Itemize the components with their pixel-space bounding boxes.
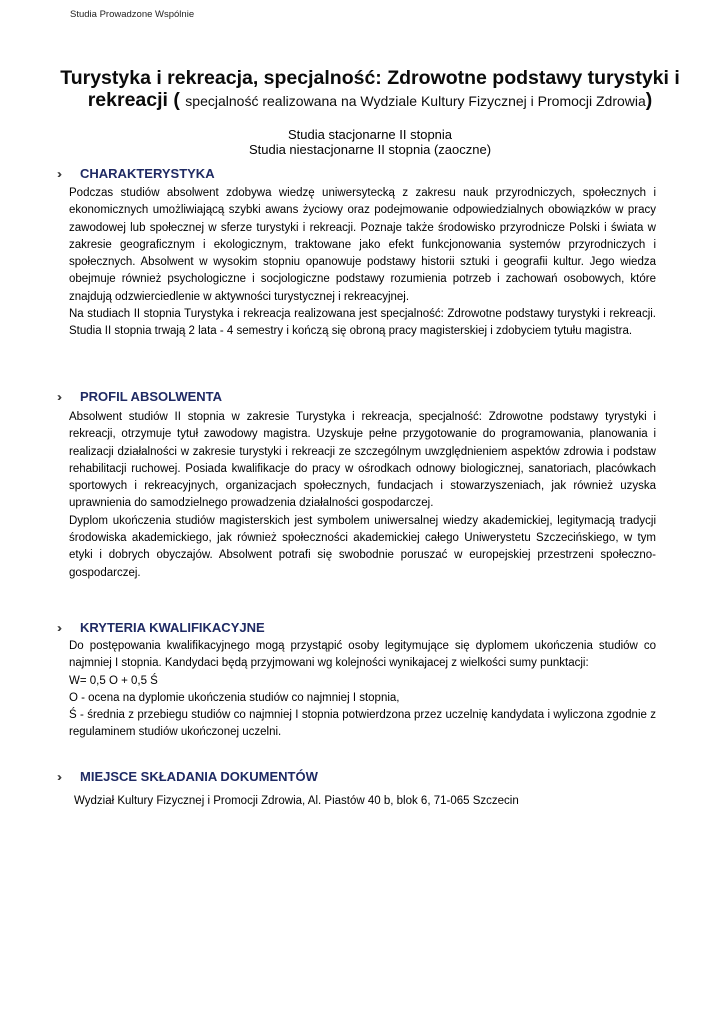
double-chevron-icon: ›› xyxy=(57,620,59,635)
paragraph: Na studiach II stopnia Turystyka i rekreacja realizowana jest specjalność: Zdrowotne podstawy turystyki i rekreacji. Studia II stopnia trwają 2 lata - 4 semestry i kończą się obroną pracy magisterskiej i zdobyciem tytułu magistra. xyxy=(69,308,656,338)
title-open-paren: ( xyxy=(173,89,180,111)
study-modes xyxy=(40,127,700,157)
section-heading-label: KRYTERIA KWALIFIKACYJNE xyxy=(80,620,265,635)
study-mode-stationary: Studia stacjonarne II stopnia xyxy=(287,127,453,142)
header-note: Studia Prowadzone Wspólnie xyxy=(70,9,195,20)
section-heading-miejsce xyxy=(57,769,318,784)
section-heading-label: MIEJSCE SKŁADANIA DOKUMENTÓW xyxy=(80,769,318,784)
double-chevron-icon: ›› xyxy=(57,389,59,404)
section-body-charakterystyka xyxy=(69,185,656,341)
paragraph: Absolwent studiów II stopnia w zakresie Turystyka i rekreacja, specjalność: Zdrowotne podstawy tyrystyki i rekreacji, otrzymuje tytuł zawodowy magistra. Uzyskuje pełne przygotowanie do programowania, planowania i realizacji działalności w zakresie turystyki i rekreacji ze szczególnym uwzględnieniem aspektów zdrowia i podstaw rehabilitacji ruchowej. Posiada kwalifikacje do pracy w ośrodkach odnowy biologicznej, sanatoriach, placówkach sportowych i rekreacyjnych, organizacjach społecznych, fundacjach i stowarzyszeniach, jak również uzyska uprawnienia do samodzielnego prowadzenia działalności gospodarczej. xyxy=(69,411,656,510)
section-heading-label: CHARAKTERYSTYKA xyxy=(80,166,215,181)
title-close-paren: ) xyxy=(645,89,653,111)
section-body-profil xyxy=(69,409,656,582)
formula: W= 0,5 O + 0,5 Ś xyxy=(69,674,158,687)
submission-address: Wydział Kultury Fizycznej i Promocji Zdrowia, Al. Piastów 40 b, blok 6, 71-065 Szczecin xyxy=(74,795,519,807)
section-heading-label: PROFIL ABSOLWENTA xyxy=(80,389,223,404)
paragraph: Do postępowania kwalifikacyjnego mogą przystąpić osoby legitymujące się dyplomem ukończenia studiów co najmniej I stopnia. Kandydaci będą przyjmowani wg kolejności wynikajacej z wielkości sumy punktacji: xyxy=(69,640,656,670)
paragraph: Ś - średnia z przebiegu studiów co najmniej I stopnia potwierdzona przez uczelnię kandydata i wyliczona zgodnie z regulaminem studiów ukończonej uczelni. xyxy=(69,709,656,739)
double-chevron-icon: ›› xyxy=(57,166,59,181)
paragraph: Dyplom ukończenia studiów magisterskich jest symbolem uniwersalnej wiedzy akademickiej, legitymacją tradycji środowiska akademickiego, jak również społeczności akademickiej całego Uniwerystetu Szczecińskiego, w tym etyki i dobrych obyczajów. Absolwent potrafi się swobodnie poruszać w europejskiej przestrzeni społeczno-gospodarczej. xyxy=(69,514,656,579)
section-body-kryteria xyxy=(69,638,656,742)
section-heading-charakterystyka xyxy=(57,166,215,181)
page-title xyxy=(40,67,700,112)
title-main: Turystyka i rekreacja, specjalność: Zdrowotne podstawy turystyki i rekreacji xyxy=(60,67,680,111)
section-heading-profil xyxy=(57,389,222,404)
title-subtitle: specjalność realizowana na Wydziale Kultury Fizycznej i Promocji Zdrowia xyxy=(185,93,646,109)
study-mode-extramural: Studia niestacjonarne II stopnia (zaoczne) xyxy=(248,142,492,157)
paragraph: O - ocena na dyplomie ukończenia studiów co najmniej I stopnia, xyxy=(69,691,400,704)
double-chevron-icon: ›› xyxy=(57,769,59,784)
paragraph: Podczas studiów absolwent zdobywa wiedzę uniwersytecką z zakresu nauk przyrodniczych, społecznych i ekonomicznych umożliwiającą szybki awans życiowy oraz podejmowanie odpowiedzialnych obowiązków w pracy zawodowej lub społecznej w sferze turystyki i rekreacji. Poznaje także środowisko przyrodnicze Polski i świata w zakresie geograficznym i ekologicznym, traktowane jako efekt funkcjonowania systemów przyrodniczych i społecznych. Absolwent w wysokim stopniu opanowuje podstawy historii sztuki i geografii kultur. Jego wiedza obejmuje również psychologiczne i socjologiczne podstawy rozumienia potrzeb i zachowań osobowych, które znajdują odzwierciedlenie w aktywności turystycznej i rekreacyjnej. xyxy=(69,187,656,303)
section-heading-kryteria xyxy=(57,620,265,635)
